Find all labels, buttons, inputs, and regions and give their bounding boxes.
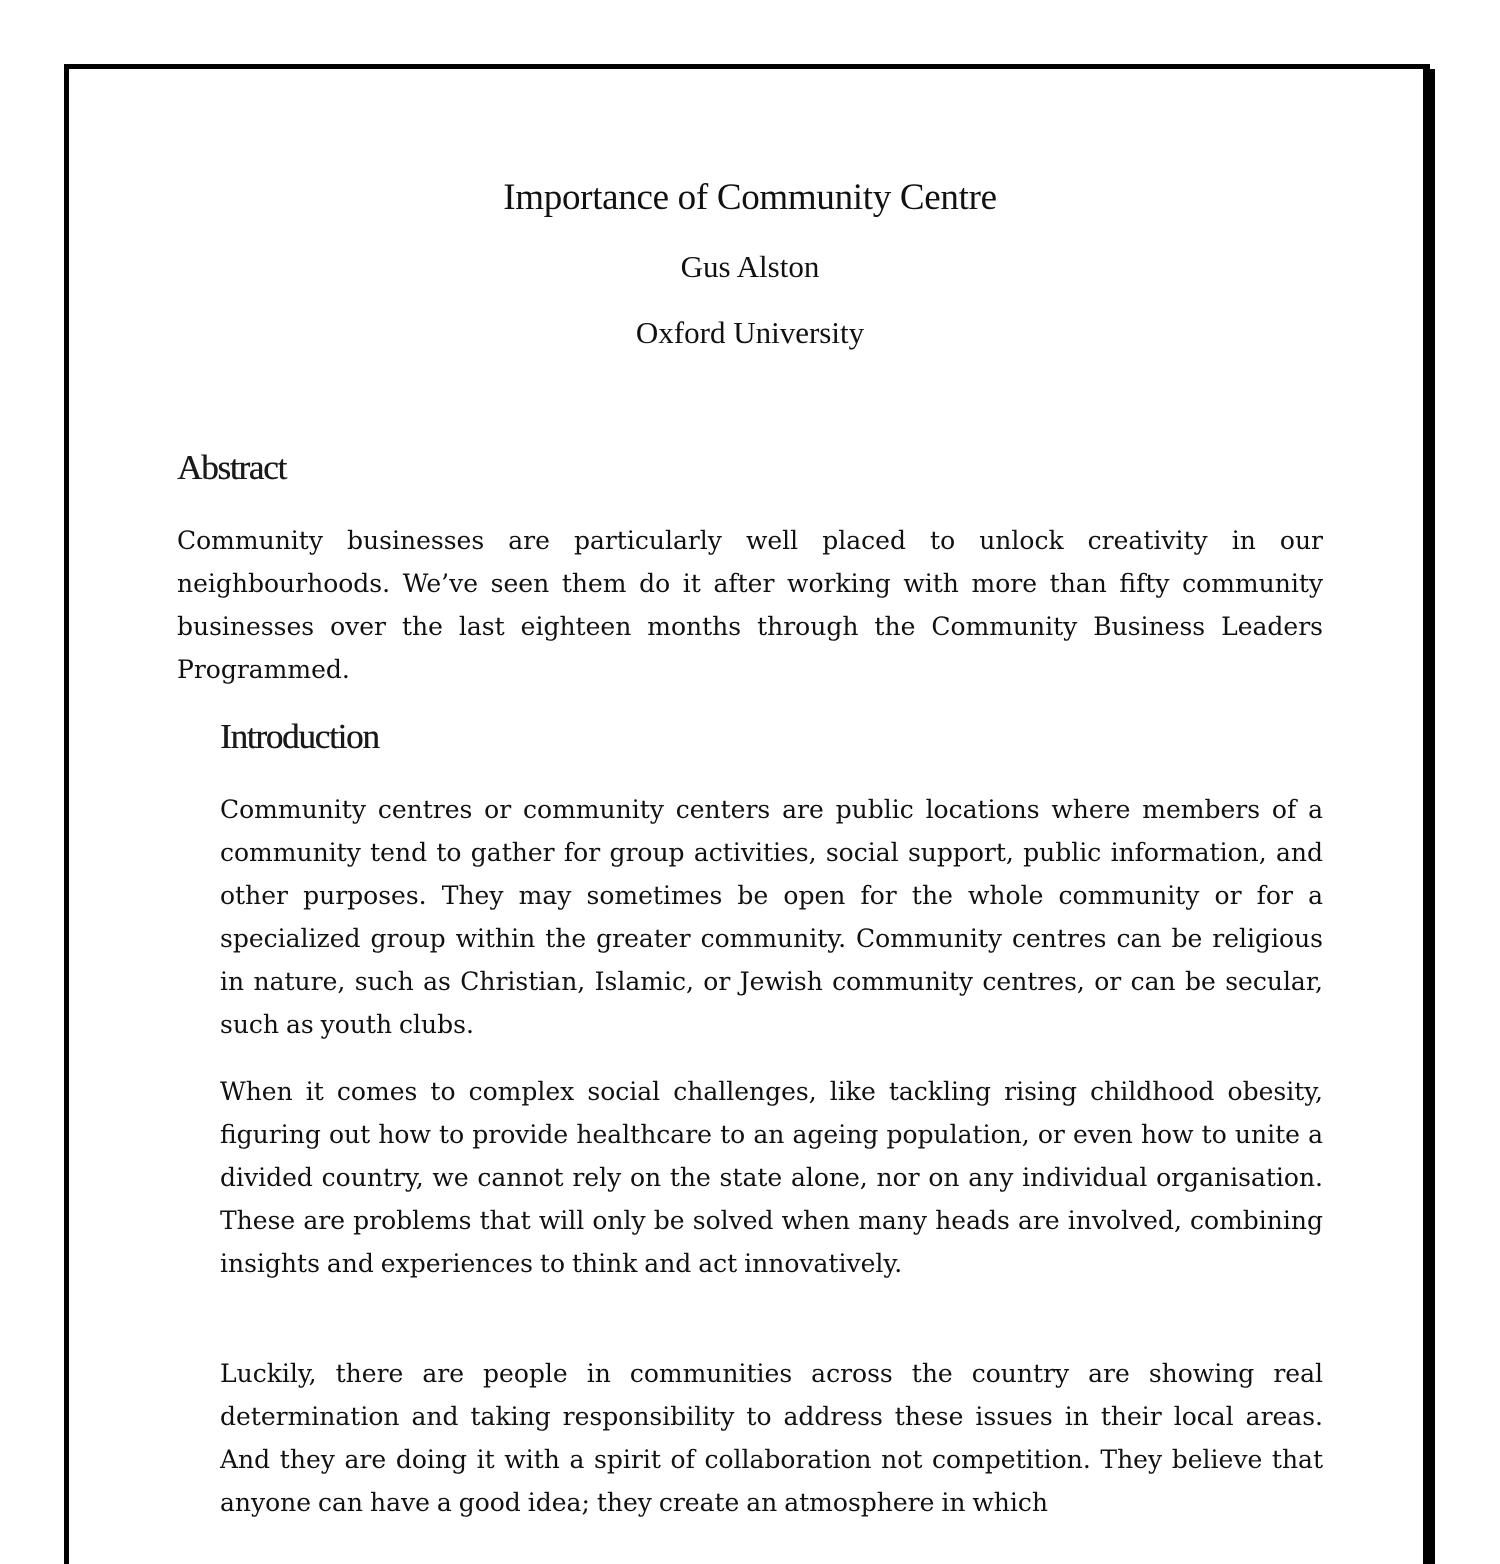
document-title: Importance of Community Centre [503, 177, 997, 218]
abstract-paragraph: Community businesses are particularly well placed to unlock creativity in our neighbourhoods. We’ve seen them do it after working with more than fifty community businesses over the last eighteen months through the Community Business Leaders Programmed. [177, 526, 1323, 684]
introduction-paragraph-1: Community centres or community centers are public locations where members of a community tend to gather for group activities, social support, public information, and other purposes. They may sometimes be open for the whole community or for a specialized group within the greater community. Community centres can be religious in nature, such as Christian, Islamic, or Jewish community centres, or can be secular, such as youth clubs. [220, 795, 1323, 1039]
document-affiliation: Oxford University [635, 315, 865, 350]
document-author: Gus Alston [680, 249, 820, 284]
introduction-paragraph-2: When it comes to complex social challenges, like tackling rising childhood obesity, figuring out how to provide healthcare to an ageing population, or even how to unite a divided country, we cannot rely on the state alone, nor on any individual organisation. These are problems that will only be solved when many heads are involved, combining insights and experiences to think and act innovatively. [220, 1077, 1323, 1278]
abstract-heading: Abstract [177, 448, 286, 487]
introduction-heading: Introduction [220, 717, 379, 756]
introduction-paragraph-3: Luckily, there are people in communities across the country are showing real determination and taking responsibility to address these issues in their local areas. And they are doing it with a spirit of collaboration not competition. They believe that anyone can have a good idea; they create an atmosphere in which [220, 1359, 1323, 1517]
